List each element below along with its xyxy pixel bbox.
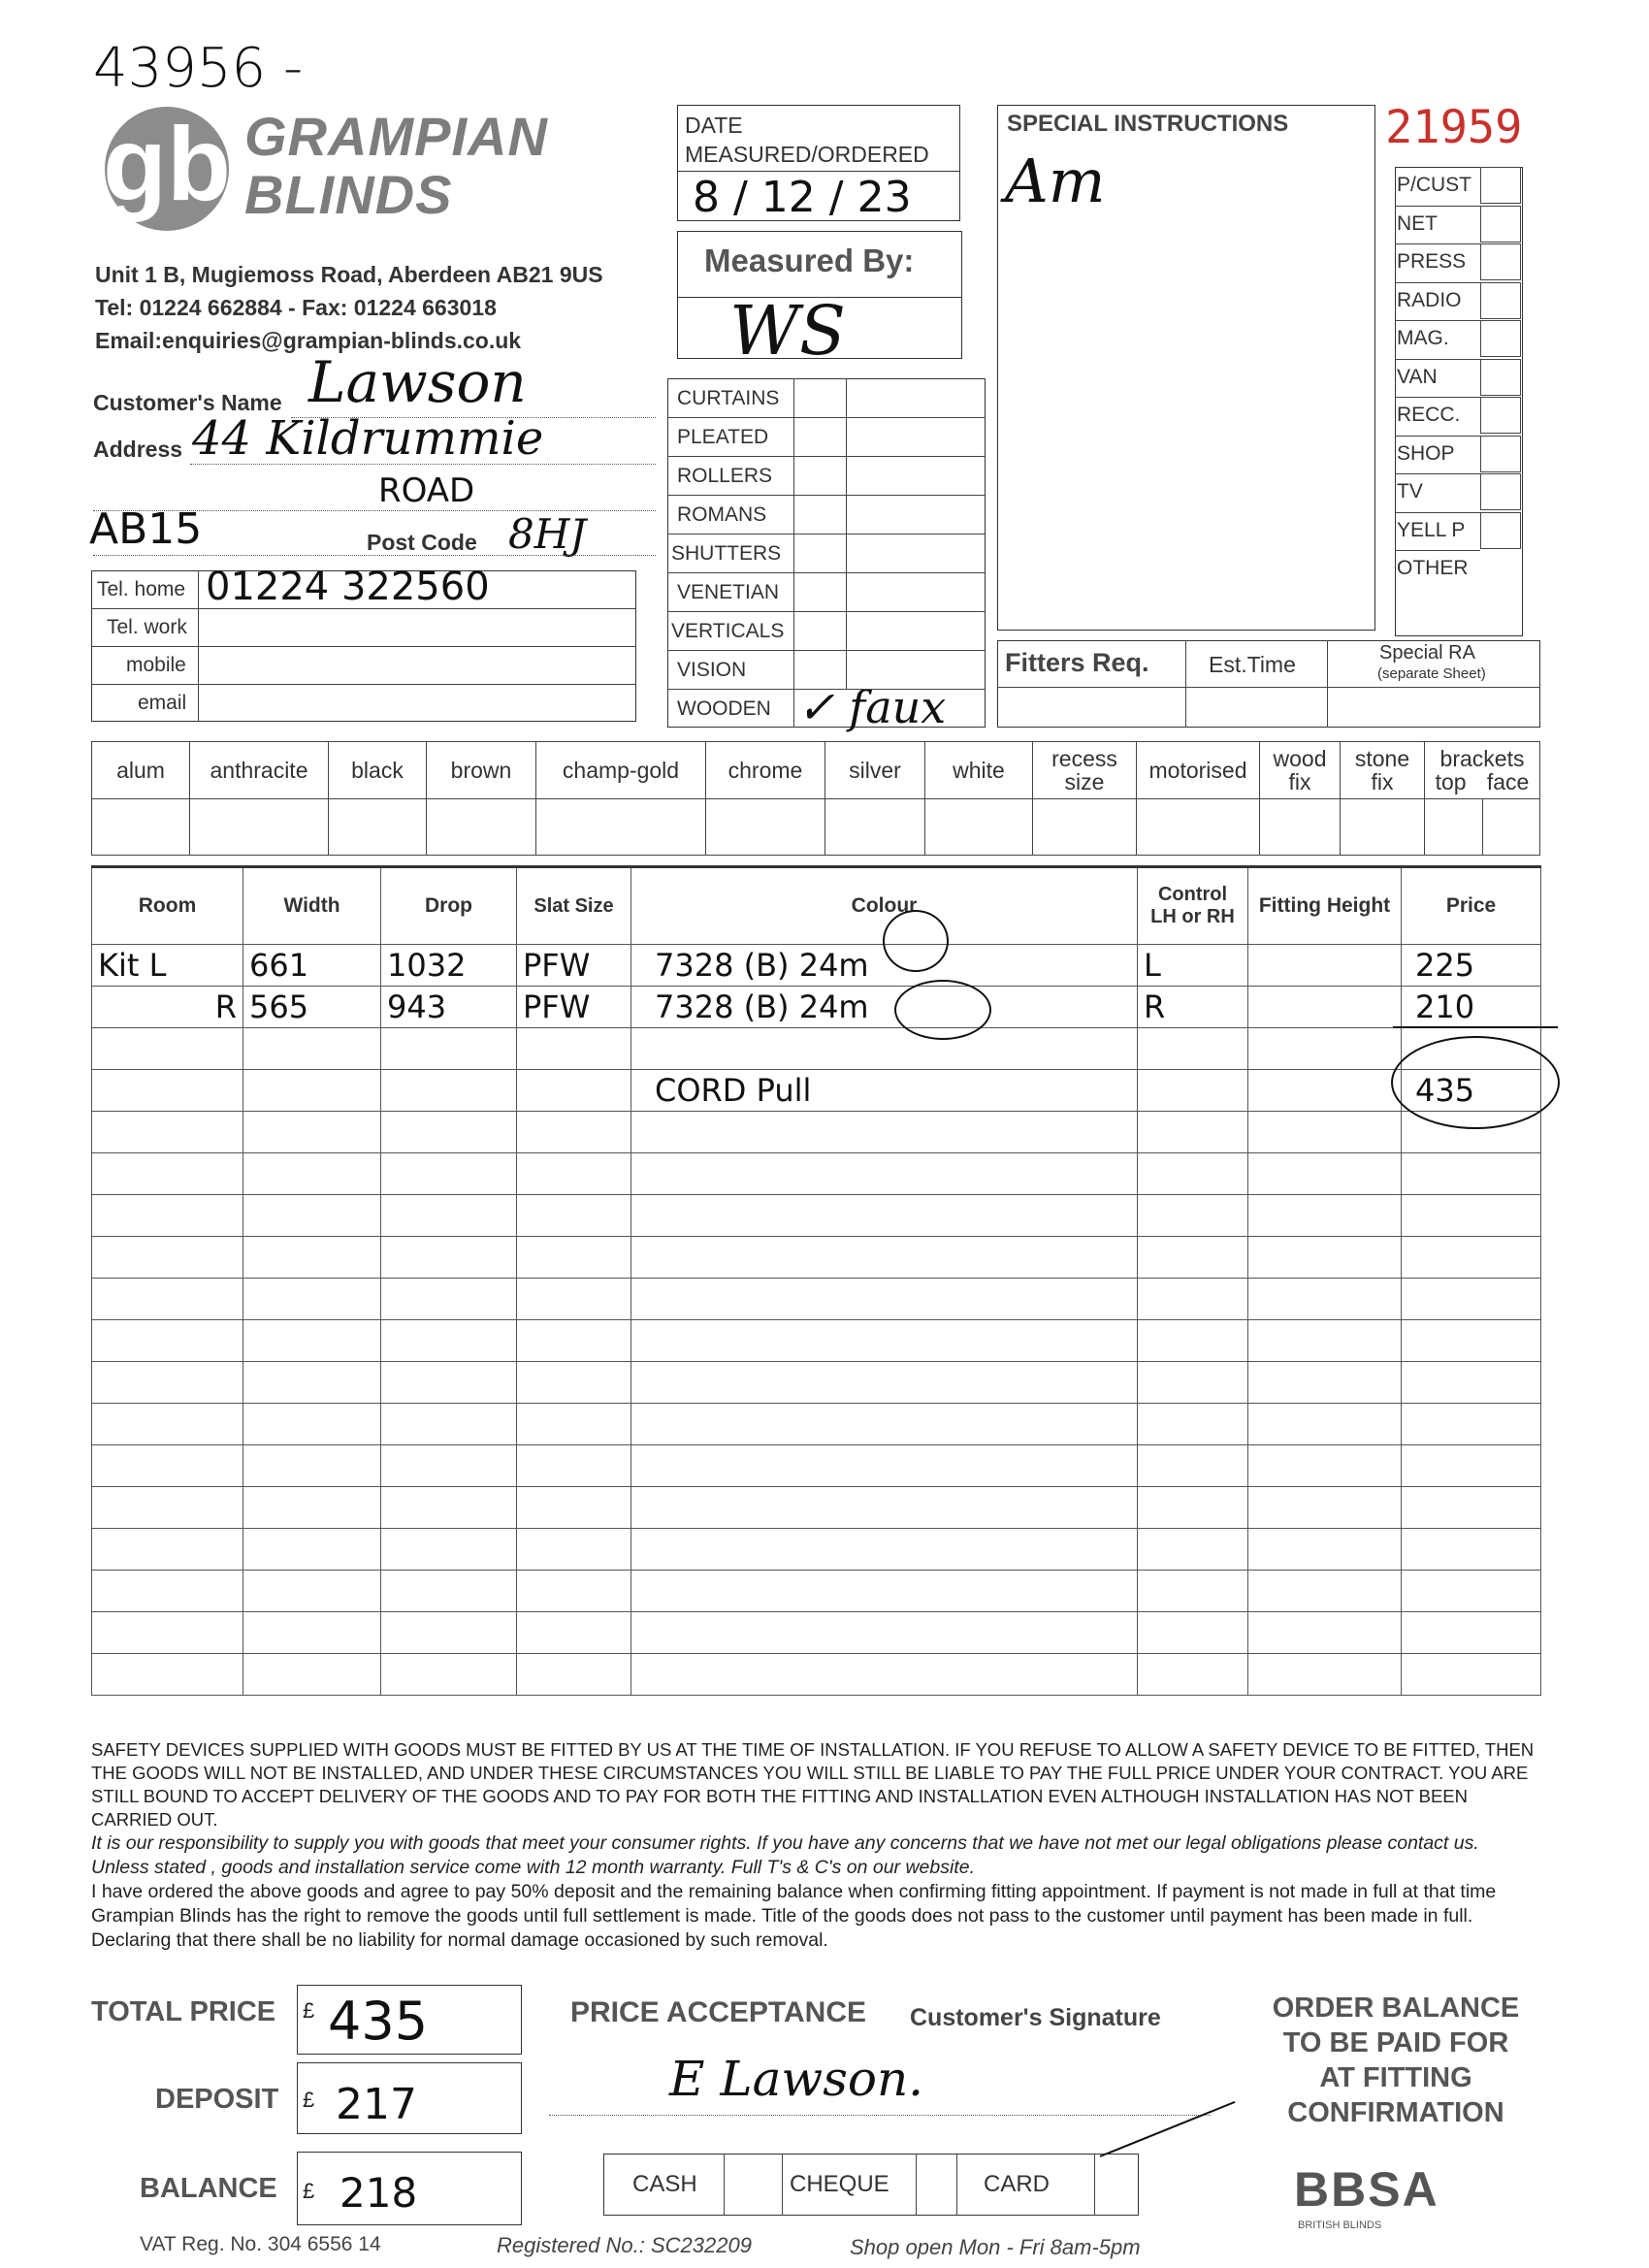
table-cell-room[interactable] <box>92 1320 243 1362</box>
company-name-1: GRAMPIAN <box>244 106 548 167</box>
table-cell-colour[interactable]: 7328 (B) 24m <box>631 945 1138 987</box>
company-phone: Tel: 01224 662884 - Fax: 01224 663018 <box>95 295 497 320</box>
table-cell-colour[interactable] <box>631 1571 1138 1612</box>
table-cell-width[interactable] <box>243 1028 381 1070</box>
postcode-label: Post Code <box>367 530 477 555</box>
table-cell-drop[interactable]: 1032 <box>381 945 517 987</box>
colour-option-white: white <box>925 742 1033 799</box>
source-checkbox[interactable] <box>1480 167 1521 204</box>
brackets-face: face <box>1486 769 1530 794</box>
table-cell-slat[interactable] <box>517 1320 631 1362</box>
source-checkbox[interactable] <box>1480 320 1521 357</box>
table-cell-price[interactable] <box>1402 1654 1541 1696</box>
colour-option-cell[interactable] <box>1260 799 1341 856</box>
table-cell-price[interactable] <box>1402 1529 1541 1571</box>
table-cell-price[interactable] <box>1402 1320 1541 1362</box>
source-label: NET <box>1397 211 1438 235</box>
table-cell-drop[interactable] <box>381 1654 517 1696</box>
special-ra-note: (separate Sheet) <box>1377 665 1486 682</box>
table-cell-width[interactable] <box>243 1237 381 1279</box>
colour-option-cell[interactable] <box>427 799 536 856</box>
table-cell-colour[interactable]: CORD Pull <box>631 1070 1138 1112</box>
colour-option-brown: brown <box>427 742 536 799</box>
table-cell-fitting[interactable] <box>1248 1362 1402 1404</box>
table-cell-width[interactable] <box>243 1195 381 1237</box>
table-cell-fitting[interactable] <box>1248 1070 1402 1112</box>
table-cell-control[interactable] <box>1138 1028 1248 1070</box>
table-row <box>92 1571 1541 1612</box>
colour-option-cell[interactable] <box>1033 799 1137 856</box>
order-balance-line-3: AT FITTING <box>1319 2062 1472 2093</box>
table-cell-room[interactable] <box>92 1237 243 1279</box>
colour-option-cell[interactable] <box>329 799 427 856</box>
table-cell-drop[interactable] <box>381 1153 517 1195</box>
table-cell-price[interactable] <box>1402 1571 1541 1612</box>
table-cell-fitting[interactable] <box>1248 1028 1402 1070</box>
table-cell-drop[interactable] <box>381 1070 517 1112</box>
product-type-mark[interactable]: ✓ faux <box>797 681 947 733</box>
colour-option-silver: silver <box>825 742 925 799</box>
table-cell-width[interactable] <box>243 1153 381 1195</box>
est-time-label: Est.Time <box>1209 652 1296 677</box>
logo-letters: gb <box>103 105 231 222</box>
source-label: OTHER <box>1397 557 1469 579</box>
colour-option-wood-fix: wood fix <box>1260 742 1341 799</box>
source-checkbox[interactable] <box>1480 282 1521 319</box>
table-cell-control[interactable] <box>1138 1654 1248 1696</box>
colour-option-cell[interactable] <box>190 799 329 856</box>
address-line-1[interactable]: 44 Kildrummie <box>192 411 544 466</box>
table-cell-colour[interactable] <box>631 1320 1138 1362</box>
table-row <box>92 1237 1541 1279</box>
phone-label: mobile <box>126 654 186 676</box>
table-cell-control[interactable] <box>1138 1612 1248 1654</box>
table-cell-price[interactable]: 435 <box>1402 1070 1541 1112</box>
table-cell-fitting[interactable] <box>1248 1612 1402 1654</box>
legal-agreement: I have ordered the above goods and agree to pay 50% deposit and the remaining balance when confirming fitting appointment. If payment is not made in full at that time Grampian Blinds has the right to remove the goods until full settlement is made. Title of the goods does not pass to the customer until payment has been made in full. Declaring that there shall be no liability for normal damage occasioned by such removal. <box>91 1881 1497 1951</box>
measured-by-label: Measured By: <box>704 243 915 278</box>
colour-option-black: black <box>329 742 427 799</box>
logo-mark <box>95 105 239 233</box>
table-cell-drop[interactable] <box>381 1195 517 1237</box>
table-cell-control[interactable] <box>1138 1529 1248 1571</box>
table-cell-width[interactable] <box>243 1362 381 1404</box>
table-cell-price[interactable]: 225 <box>1402 945 1541 987</box>
brackets-header <box>1425 742 1540 799</box>
table-row <box>92 1195 1541 1237</box>
colour-option-champ-gold: champ-gold <box>536 742 706 799</box>
table-cell-slat[interactable] <box>517 1112 631 1153</box>
table-cell-width[interactable] <box>243 1320 381 1362</box>
source-label: MAG. <box>1397 327 1449 349</box>
table-cell-price[interactable] <box>1402 1487 1541 1529</box>
table-cell-room[interactable]: Kit L <box>92 945 243 987</box>
source-checkbox[interactable] <box>1480 243 1521 280</box>
table-cell-drop[interactable] <box>381 1612 517 1654</box>
source-checkbox[interactable] <box>1480 473 1521 510</box>
total-price-value[interactable]: 435 <box>328 1991 429 2052</box>
source-label: SHOP <box>1397 441 1455 465</box>
table-cell-slat[interactable] <box>517 1237 631 1279</box>
table-cell-colour[interactable] <box>631 1028 1138 1070</box>
table-cell-drop[interactable] <box>381 1028 517 1070</box>
table-cell-fitting[interactable] <box>1248 1529 1402 1571</box>
payment-card: CARD <box>984 2171 1051 2197</box>
customer-signature[interactable]: E Lawson. <box>669 2051 924 2107</box>
legal-rights: It is our responsibility to supply you with goods that meet your consumer rights. If you have any concerns that we have not met our legal obligations please contact us. Unless stated , goods and installation service come with 12 month warranty. Full T's & C's on our website. <box>91 1832 1479 1878</box>
table-cell-width[interactable] <box>243 1571 381 1612</box>
phone-label: Tel. work <box>107 616 187 638</box>
table-cell-room[interactable] <box>92 1279 243 1320</box>
table-cell-colour[interactable] <box>631 1362 1138 1404</box>
table-cell-colour[interactable]: 7328 (B) 24m <box>631 987 1138 1028</box>
table-cell-room[interactable] <box>92 1028 243 1070</box>
table-cell-drop[interactable] <box>381 1112 517 1153</box>
table-cell-price[interactable] <box>1402 1612 1541 1654</box>
table-cell-colour[interactable] <box>631 1487 1138 1529</box>
order-balance-line-1: ORDER BALANCE <box>1272 1993 1520 2024</box>
source-checkbox[interactable] <box>1480 397 1521 434</box>
table-cell-colour[interactable] <box>631 1153 1138 1195</box>
order-balance-notice <box>1230 1991 1562 2130</box>
table-cell-fitting[interactable] <box>1248 945 1402 987</box>
table-cell-colour[interactable] <box>631 1112 1138 1153</box>
table-cell-price[interactable]: 210 <box>1402 987 1541 1028</box>
table-cell-width[interactable] <box>243 1529 381 1571</box>
table-cell-room[interactable] <box>92 1112 243 1153</box>
bbsa-sub: BRITISH BLINDS <box>1298 2219 1382 2231</box>
colour-option-cell[interactable] <box>536 799 706 856</box>
registered-number: Registered No.: SC232209 <box>497 2233 752 2257</box>
table-row <box>92 1445 1541 1487</box>
order-balance-line-4: CONFIRMATION <box>1287 2097 1504 2128</box>
phone-value[interactable]: 01224 322560 <box>206 565 490 609</box>
table-cell-slat[interactable] <box>517 1279 631 1320</box>
table-cell-colour[interactable] <box>631 1445 1138 1487</box>
table-cell-drop[interactable] <box>381 1571 517 1612</box>
table-row <box>92 945 1541 987</box>
table-cell-price[interactable] <box>1402 1195 1541 1237</box>
company-address: Unit 1 B, Mugiemoss Road, Aberdeen AB21 9US <box>95 262 603 287</box>
table-cell-control[interactable] <box>1138 1237 1248 1279</box>
table-cell-width[interactable]: 565 <box>243 987 381 1028</box>
table-cell-drop[interactable] <box>381 1362 517 1404</box>
table-cell-fitting[interactable] <box>1248 1320 1402 1362</box>
address-line-2[interactable]: ROAD <box>378 471 475 510</box>
table-cell-room[interactable] <box>92 1487 243 1529</box>
table-cell-width[interactable] <box>243 1487 381 1529</box>
table-row <box>92 1654 1541 1696</box>
table-header: Width <box>243 867 381 945</box>
table-row <box>92 1404 1541 1445</box>
table-cell-colour[interactable] <box>631 1279 1138 1320</box>
product-type-label: ROMANS <box>677 503 767 526</box>
table-cell-fitting[interactable] <box>1248 1404 1402 1445</box>
table-cell-room[interactable] <box>92 1612 243 1654</box>
table-cell-fitting[interactable] <box>1248 1112 1402 1153</box>
table-cell-width[interactable] <box>243 1279 381 1320</box>
table-cell-slat[interactable]: PFW <box>517 987 631 1028</box>
table-cell-control[interactable] <box>1138 1445 1248 1487</box>
table-cell-fitting[interactable] <box>1248 1279 1402 1320</box>
table-cell-room[interactable]: R <box>92 987 243 1028</box>
measured-by-value[interactable]: WS <box>729 291 846 371</box>
source-label: RECC. <box>1397 404 1461 426</box>
table-cell-slat[interactable] <box>517 1404 631 1445</box>
table-cell-colour[interactable] <box>631 1529 1138 1571</box>
company-name-2: BLINDS <box>244 164 453 225</box>
table-cell-fitting[interactable] <box>1248 1654 1402 1696</box>
table-header: Colour <box>631 867 1138 945</box>
order-number: 21959 <box>1385 101 1523 154</box>
table-cell-colour[interactable] <box>631 1195 1138 1237</box>
date-value[interactable]: 8 / 12 / 23 <box>693 173 912 222</box>
table-cell-control[interactable] <box>1138 1070 1248 1112</box>
deposit-label: DEPOSIT <box>155 2084 279 2115</box>
table-cell-slat[interactable] <box>517 1654 631 1696</box>
table-cell-drop[interactable] <box>381 1487 517 1529</box>
product-type-label: WOODEN <box>677 697 771 720</box>
legal-safety: SAFETY DEVICES SUPPLIED WITH GOODS MUST BE FITTED BY US AT THE TIME OF INSTALLATION. IF YOU REFUSE TO ALLOW A SAFETY DEVICE TO BE FITTED, THEN THE GOODS WILL NOT BE INSTALLED, AND UNDER THESE CIRCUMSTANCES YOU WILL STILL BE LIABLE TO PAY THE FULL PRICE UNDER YOUR CONTRACT. YOU ARE STILL BOUND TO ACCEPT DELIVERY OF THE GOODS AND TO PAY FOR BOTH THE FITTING AND INSTALLATION EVEN ALTHOUGH INSTALLATION HAS NOT BEEN CARRIED OUT. <box>91 1739 1535 1830</box>
table-row <box>92 1153 1541 1195</box>
table-cell-slat[interactable] <box>517 1487 631 1529</box>
special-instructions-label: SPECIAL INSTRUCTIONS <box>1007 111 1289 137</box>
bbsa-logo: BBSA <box>1294 2162 1439 2217</box>
table-cell-slat[interactable] <box>517 1195 631 1237</box>
colour-option-cell[interactable] <box>92 799 190 856</box>
table-header: Price <box>1402 867 1541 945</box>
customer-name-label: Customer's Name <box>93 390 282 415</box>
table-cell-width[interactable] <box>243 1404 381 1445</box>
colour-option-recess-size: recess size <box>1033 742 1137 799</box>
table-cell-price[interactable] <box>1402 1362 1541 1404</box>
table-cell-room[interactable] <box>92 1362 243 1404</box>
table-cell-price[interactable] <box>1402 1404 1541 1445</box>
table-row <box>92 1279 1541 1320</box>
table-cell-slat[interactable]: PFW <box>517 945 631 987</box>
source-checkbox[interactable] <box>1480 436 1521 472</box>
table-cell-fitting[interactable] <box>1248 1237 1402 1279</box>
source-checkbox[interactable] <box>1480 512 1521 549</box>
table-row <box>92 1362 1541 1404</box>
table-cell-slat[interactable] <box>517 1571 631 1612</box>
table-cell-colour[interactable] <box>631 1237 1138 1279</box>
shop-hours: Shop open Mon - Fri 8am-5pm <box>850 2235 1141 2259</box>
product-type-label: ROLLERS <box>677 465 773 487</box>
table-cell-control[interactable] <box>1138 1320 1248 1362</box>
table-cell-room[interactable] <box>92 1195 243 1237</box>
table-cell-fitting[interactable] <box>1248 1153 1402 1195</box>
table-row <box>92 1070 1541 1112</box>
balance-value[interactable]: 218 <box>340 2169 418 2217</box>
total-price-label: TOTAL PRICE <box>91 1996 276 2027</box>
table-cell-room[interactable] <box>92 1153 243 1195</box>
company-email: Email:enquiries@grampian-blinds.co.uk <box>95 328 522 353</box>
table-row <box>92 987 1541 1028</box>
phone-label: email <box>138 692 187 714</box>
colour-option-motorised: motorised <box>1137 742 1260 799</box>
product-type-label: PLEATED <box>677 426 769 448</box>
table-cell-slat[interactable] <box>517 1445 631 1487</box>
order-balance-line-2: TO BE PAID FOR <box>1282 2027 1509 2058</box>
colour-option-cell[interactable] <box>825 799 925 856</box>
table-cell-room[interactable] <box>92 1571 243 1612</box>
colour-option-cell[interactable] <box>1341 799 1425 856</box>
table-cell-colour[interactable] <box>631 1654 1138 1696</box>
table-cell-price[interactable] <box>1402 1445 1541 1487</box>
table-cell-drop[interactable] <box>381 1279 517 1320</box>
vat-number: VAT Reg. No. 304 6556 14 <box>140 2233 381 2255</box>
table-row <box>92 1529 1541 1571</box>
table-cell-drop[interactable] <box>381 1320 517 1362</box>
colour-option-cell[interactable] <box>1137 799 1260 856</box>
table-cell-width[interactable]: 661 <box>243 945 381 987</box>
table-cell-control[interactable]: L <box>1138 945 1248 987</box>
brackets-label: brackets <box>1439 746 1525 771</box>
form-number: 43956 - <box>93 37 304 100</box>
table-header: Control LH or RH <box>1138 867 1248 945</box>
items-table <box>91 865 1540 1690</box>
table-cell-control[interactable] <box>1138 1404 1248 1445</box>
source-label: PRESS <box>1397 250 1467 273</box>
colour-option-anthracite: anthracite <box>190 742 329 799</box>
source-label: TV <box>1397 480 1423 502</box>
table-cell-width[interactable] <box>243 1112 381 1153</box>
bracket-face-cell[interactable] <box>1482 799 1540 856</box>
table-cell-price[interactable] <box>1402 1279 1541 1320</box>
company-logo <box>95 105 239 233</box>
table-cell-slat[interactable] <box>517 1362 631 1404</box>
table-cell-room[interactable] <box>92 1529 243 1571</box>
table-cell-control[interactable] <box>1138 1195 1248 1237</box>
table-cell-fitting[interactable] <box>1248 1195 1402 1237</box>
postcode-value[interactable]: 8HJ <box>508 510 587 558</box>
colour-circle-1 <box>883 910 949 972</box>
table-cell-slat[interactable] <box>517 1028 631 1070</box>
price-acceptance-label: PRICE ACCEPTANCE <box>570 1996 867 2028</box>
table-cell-drop[interactable] <box>381 1404 517 1445</box>
table-cell-control[interactable] <box>1138 1112 1248 1153</box>
product-type-label: CURTAINS <box>677 387 780 409</box>
table-cell-control[interactable] <box>1138 1279 1248 1320</box>
table-cell-room[interactable] <box>92 1654 243 1696</box>
table-header: Drop <box>381 867 517 945</box>
table-header: Fitting Height <box>1248 867 1402 945</box>
card-tick <box>1100 2101 1236 2157</box>
product-type-label: SHUTTERS <box>671 542 782 565</box>
address-label: Address <box>93 437 183 462</box>
customer-name-value[interactable]: Lawson <box>308 349 527 415</box>
product-type-label: VERTICALS <box>671 620 785 642</box>
table-cell-drop[interactable] <box>381 1445 517 1487</box>
table-cell-drop[interactable] <box>381 1529 517 1571</box>
legal-text <box>91 1738 1540 1953</box>
table-cell-width[interactable] <box>243 1070 381 1112</box>
fitters-label: Fitters Req. <box>1005 648 1149 677</box>
table-row <box>92 1487 1541 1529</box>
table-cell-room[interactable] <box>92 1404 243 1445</box>
product-type-label: VENETIAN <box>677 581 780 603</box>
table-cell-width[interactable] <box>243 1612 381 1654</box>
balance-currency: £ <box>303 2179 315 2203</box>
table-row <box>92 1112 1541 1153</box>
table-cell-control[interactable] <box>1138 1362 1248 1404</box>
table-cell-control[interactable] <box>1138 1153 1248 1195</box>
table-cell-room[interactable] <box>92 1070 243 1112</box>
source-label: YELL P <box>1397 518 1466 541</box>
product-type-label: VISION <box>677 659 747 681</box>
table-row <box>92 1028 1541 1070</box>
special-ra-label: Special RA <box>1379 642 1475 664</box>
table-cell-control[interactable] <box>1138 1487 1248 1529</box>
table-cell-drop[interactable] <box>381 1237 517 1279</box>
source-label: P/CUST <box>1397 174 1472 196</box>
table-cell-slat[interactable] <box>517 1612 631 1654</box>
table-cell-fitting[interactable] <box>1248 1571 1402 1612</box>
table-row <box>92 1612 1541 1654</box>
table-row <box>92 1320 1541 1362</box>
table-cell-fitting[interactable] <box>1248 1487 1402 1529</box>
table-header: Room <box>92 867 243 945</box>
signature-label: Customer's Signature <box>910 2004 1161 2031</box>
table-cell-fitting[interactable] <box>1248 1445 1402 1487</box>
table-cell-price[interactable] <box>1402 1237 1541 1279</box>
table-header: Slat Size <box>517 867 631 945</box>
total-currency: £ <box>303 1998 315 2023</box>
source-label: VAN <box>1397 365 1438 388</box>
bracket-top-cell[interactable] <box>1425 799 1483 856</box>
payment-cheque: CHEQUE <box>790 2171 889 2197</box>
table-cell-room[interactable] <box>92 1445 243 1487</box>
balance-label: BALANCE <box>140 2173 277 2204</box>
table-cell-control[interactable]: R <box>1138 987 1248 1028</box>
colour-option-alum: alum <box>92 742 190 799</box>
deposit-value[interactable]: 217 <box>336 2080 417 2129</box>
table-cell-colour[interactable] <box>631 1404 1138 1445</box>
table-cell-width[interactable] <box>243 1654 381 1696</box>
table-cell-colour[interactable] <box>631 1612 1138 1654</box>
colour-options <box>91 741 1540 856</box>
table-cell-slat[interactable] <box>517 1529 631 1571</box>
phone-label: Tel. home <box>97 578 186 600</box>
table-cell-slat[interactable] <box>517 1070 631 1112</box>
date-label-2: MEASURED/ORDERED <box>685 142 929 167</box>
table-cell-width[interactable] <box>243 1445 381 1487</box>
source-label: RADIO <box>1397 288 1462 311</box>
table-cell-price[interactable] <box>1402 1153 1541 1195</box>
brackets-top: top <box>1435 769 1467 794</box>
table-cell-fitting[interactable] <box>1248 987 1402 1028</box>
colour-option-cell[interactable] <box>925 799 1033 856</box>
colour-option-chrome: chrome <box>706 742 825 799</box>
colour-circle-2 <box>894 980 991 1040</box>
colour-option-cell[interactable] <box>706 799 825 856</box>
source-checkbox[interactable] <box>1480 359 1521 396</box>
special-instructions-value[interactable]: Am <box>1005 146 1106 216</box>
total-circle <box>1391 1036 1560 1129</box>
table-cell-slat[interactable] <box>517 1153 631 1195</box>
table-cell-drop[interactable]: 943 <box>381 987 517 1028</box>
payment-cash: CASH <box>632 2171 697 2197</box>
deposit-currency: £ <box>303 2088 315 2112</box>
table-cell-control[interactable] <box>1138 1571 1248 1612</box>
colour-option-stone-fix: stone fix <box>1341 742 1425 799</box>
date-label-1: DATE <box>685 113 743 138</box>
postcode-prefix[interactable]: AB15 <box>89 504 203 554</box>
source-checkbox[interactable] <box>1480 206 1521 243</box>
